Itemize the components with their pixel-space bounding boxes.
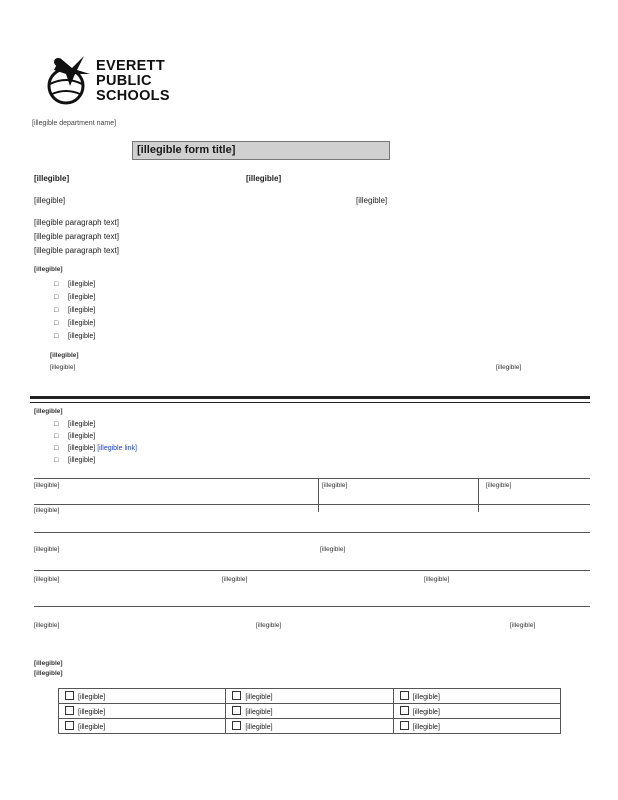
field-label: [illegible] bbox=[34, 482, 60, 489]
field-label: [illegible] bbox=[34, 546, 60, 553]
section-2-item: □ [illegible] bbox=[54, 420, 608, 429]
checklist-label: [illegible] bbox=[78, 724, 106, 731]
field-line bbox=[34, 478, 590, 479]
checkbox[interactable] bbox=[400, 706, 409, 715]
section-1-note-1: [illegible] bbox=[50, 352, 79, 359]
globe-star-icon bbox=[44, 54, 94, 112]
section-1-heading: [illegible] bbox=[34, 266, 63, 273]
section-2-item bbox=[54, 444, 608, 453]
field-label: [illegible] bbox=[424, 576, 450, 583]
checklist-cell[interactable] bbox=[59, 689, 226, 704]
section-2-list bbox=[54, 420, 608, 465]
checklist-cell[interactable] bbox=[226, 704, 393, 719]
checklist-row bbox=[59, 704, 561, 719]
district-logo bbox=[44, 54, 194, 112]
intro-paragraph-2: [illegible paragraph text] bbox=[34, 232, 119, 241]
checklist-row bbox=[59, 689, 561, 704]
field-label: [illegible] bbox=[256, 622, 282, 629]
checklist-label: [illegible] bbox=[245, 694, 273, 701]
checklist-cell[interactable] bbox=[226, 689, 393, 704]
field-label: [illegible] bbox=[34, 622, 60, 629]
form-title: [illegible form title] bbox=[132, 141, 390, 160]
field-label: [illegible] bbox=[510, 622, 536, 629]
field-label: [illegible] bbox=[320, 546, 346, 553]
checklist-label: [illegible] bbox=[78, 709, 106, 716]
field-line bbox=[34, 532, 590, 533]
field-label: [illegible] bbox=[222, 576, 248, 583]
checklist-cell[interactable] bbox=[393, 689, 560, 704]
resource-link[interactable]: [illegible link] bbox=[97, 445, 137, 452]
field-line bbox=[34, 606, 590, 607]
checkbox[interactable] bbox=[65, 706, 74, 715]
section-2-heading: [illegible] bbox=[34, 408, 63, 415]
checkbox[interactable] bbox=[65, 721, 74, 730]
logo-line-3: SCHOOLS bbox=[96, 88, 170, 104]
field-line bbox=[34, 504, 590, 505]
section-1-item: □ [illegible] bbox=[54, 332, 608, 341]
checklist-row bbox=[59, 719, 561, 734]
checklist-label: [illegible] bbox=[245, 724, 273, 731]
intro-left-label: [illegible] bbox=[34, 174, 70, 183]
checkbox[interactable] bbox=[65, 691, 74, 700]
section-1-item: □ [illegible] bbox=[54, 306, 608, 315]
checklist-label: [illegible] bbox=[245, 709, 273, 716]
field-divider bbox=[478, 478, 479, 512]
intro-paragraph-3: [illegible paragraph text] bbox=[34, 246, 119, 255]
field-label: [illegible] bbox=[486, 482, 512, 489]
logo-line-1: EVERETT bbox=[96, 58, 165, 74]
section-1-list bbox=[54, 280, 608, 341]
section-1-item: □ [illegible] bbox=[54, 293, 608, 302]
intro-line-b: [illegible] bbox=[356, 196, 388, 205]
checklist-label: [illegible] bbox=[412, 724, 440, 731]
section-divider bbox=[30, 396, 590, 399]
section-2-item: □ [illegible] bbox=[54, 456, 608, 465]
checklist-cell[interactable] bbox=[226, 719, 393, 734]
checkbox[interactable] bbox=[400, 691, 409, 700]
checklist-cell[interactable] bbox=[59, 704, 226, 719]
checklist-cell[interactable] bbox=[59, 719, 226, 734]
checklist-intro-2: [illegible] bbox=[34, 670, 63, 677]
logo-wordmark bbox=[96, 59, 170, 104]
department-name: [illegible department name] bbox=[32, 120, 117, 127]
section-1-note-2: [illegible] bbox=[50, 364, 76, 371]
checklist-intro: [illegible] bbox=[34, 660, 63, 667]
checkbox[interactable] bbox=[232, 721, 241, 730]
intro-right-label: [illegible] bbox=[246, 174, 282, 183]
section-1-item: □ [illegible] bbox=[54, 280, 608, 289]
section-divider-thin bbox=[30, 402, 590, 403]
section-2-item-text: [illegible] bbox=[68, 445, 96, 452]
checkbox[interactable] bbox=[232, 706, 241, 715]
logo-line-2: PUBLIC bbox=[96, 73, 152, 89]
intro-paragraph-1: [illegible paragraph text] bbox=[34, 218, 119, 227]
checklist-table bbox=[58, 688, 561, 734]
field-label: [illegible] bbox=[34, 576, 60, 583]
checklist-cell[interactable] bbox=[393, 704, 560, 719]
checklist-label: [illegible] bbox=[412, 694, 440, 701]
checklist-label: [illegible] bbox=[78, 694, 106, 701]
checklist-label: [illegible] bbox=[412, 709, 440, 716]
field-label: [illegible] bbox=[34, 507, 60, 514]
field-line bbox=[34, 570, 590, 571]
checkbox[interactable] bbox=[232, 691, 241, 700]
intro-line-a: [illegible] bbox=[34, 196, 66, 205]
checkbox[interactable] bbox=[400, 721, 409, 730]
checklist-cell[interactable] bbox=[393, 719, 560, 734]
section-1-item: □ [illegible] bbox=[54, 319, 608, 328]
section-1-note-right: [illegible] bbox=[496, 364, 522, 371]
field-label: [illegible] bbox=[322, 482, 348, 489]
section-2-item: □ [illegible] bbox=[54, 432, 608, 441]
